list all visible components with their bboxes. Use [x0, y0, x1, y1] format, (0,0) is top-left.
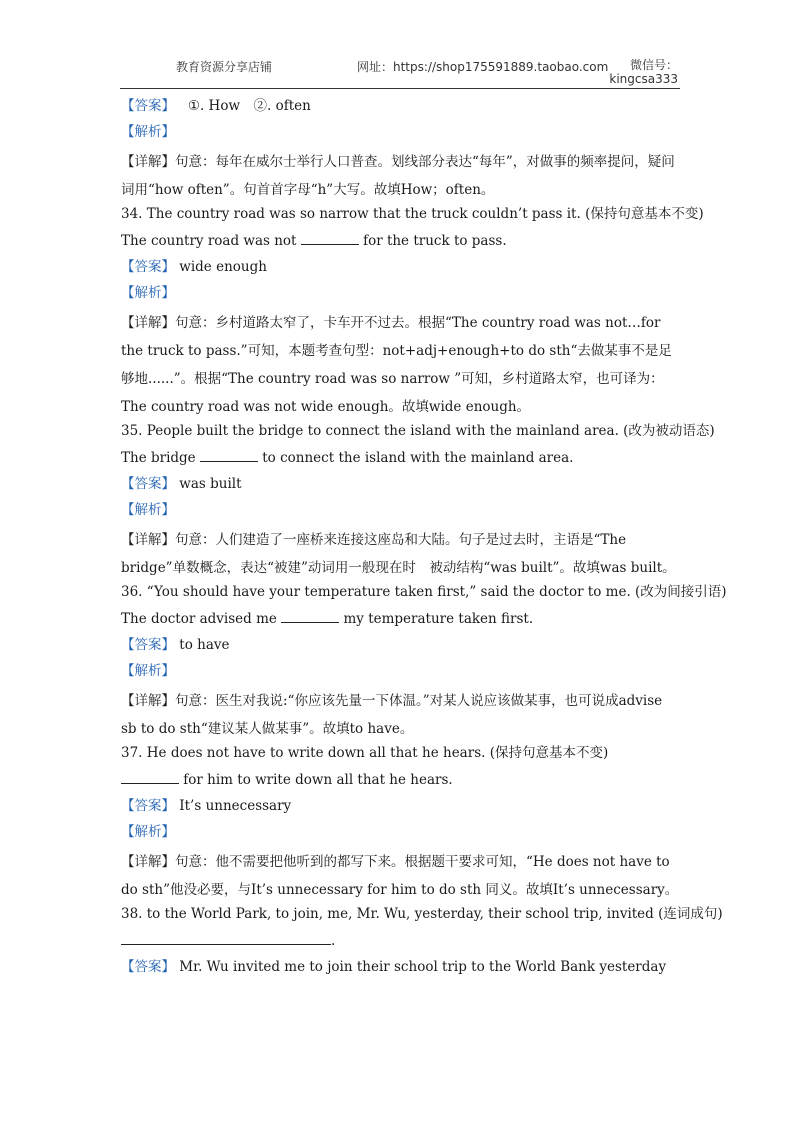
fill-text-after: for him to write down all that he hears.: [179, 772, 453, 788]
detail-label: 【详解】: [121, 532, 175, 548]
detail-paragraph: [121, 687, 681, 743]
fill-text-after: .: [331, 933, 336, 949]
detail-text: 句意：医生对我说:“你应该先量一下体温。”对某人说应该做某事，也可说成advise sb to do sth“建议某人做某事”。故填to have。: [121, 693, 663, 737]
question-34: 34. The country road was so narrow that the truck couldn’t pass it. (保持句意基本不变): [121, 206, 704, 222]
question-38: 38. to the World Park, to join, me, Mr. Wu, yesterday, their school trip, invited (连词成句): [121, 906, 723, 922]
analysis-line: [121, 500, 681, 520]
answer-line: [121, 796, 681, 816]
answer-line: [121, 957, 681, 977]
page-header: [120, 56, 680, 89]
analysis-label: 【解析】: [121, 285, 175, 301]
answer-text: ①. How ②. often: [187, 98, 311, 114]
analysis-line: [121, 661, 681, 681]
answer-line: [121, 96, 681, 116]
answer-label: 【答案】: [121, 98, 175, 114]
question-36-fill: [121, 608, 681, 629]
fill-blank: [281, 608, 339, 623]
fill-text-before: The bridge: [121, 450, 200, 466]
detail-label: 【详解】: [121, 315, 175, 331]
fill-text-before: The country road was not: [121, 233, 301, 249]
detail-paragraph: [121, 309, 681, 421]
header-wechat-id: kingcsa333: [609, 72, 678, 86]
fill-blank: [301, 230, 359, 245]
analysis-line: [121, 122, 681, 142]
analysis-line: [121, 283, 681, 303]
header-shop-name: 教育资源分享店铺: [176, 60, 273, 74]
fill-blank: [121, 930, 331, 945]
detail-text: 句意：他不需要把他听到的都写下来。根据题干要求可知，“He does not have to do sth”他没必要，与It’s unnecessary for him to do sth 同义。故填It’s unnecessary。: [121, 854, 679, 898]
question-34-fill: [121, 230, 681, 251]
question-37-fill: [121, 769, 681, 790]
answer-label: 【答案】: [121, 637, 175, 653]
fill-text-after: to connect the island with the mainland area.: [257, 450, 574, 466]
answer-line: [121, 635, 681, 655]
answer-text: wide enough: [179, 259, 267, 275]
answer-text: Mr. Wu invited me to join their school trip to the World Bank yesterday: [179, 959, 667, 975]
header-wechat: [609, 58, 678, 86]
document-body: [121, 96, 727, 977]
answer-line: [121, 257, 681, 277]
header-wechat-label: 微信号：: [629, 58, 678, 72]
answer-text: to have: [179, 637, 230, 653]
detail-paragraph: [121, 526, 681, 582]
answer-label: 【答案】: [121, 259, 175, 275]
answer-label: 【答案】: [121, 959, 175, 975]
detail-label: 【详解】: [121, 693, 175, 709]
detail-paragraph: [121, 848, 681, 904]
answer-text: was built: [179, 476, 242, 492]
detail-paragraph: [121, 148, 681, 204]
header-shop-url: 网址：https://shop175591889.taobao.com: [357, 60, 609, 74]
answer-line: [121, 474, 681, 494]
analysis-line: [121, 822, 681, 842]
fill-blank: [200, 447, 258, 462]
question-38-fill: [121, 930, 681, 951]
detail-text: 句意：人们建造了一座桥来连接这座岛和大陆。句子是过去时，主语是“The bridge”单数概念，表达“被建”动词用一般现在时 被动结构“was built”。故填was built。: [121, 532, 676, 576]
answer-label: 【答案】: [121, 476, 175, 492]
analysis-label: 【解析】: [121, 124, 175, 140]
detail-text: 句意：乡村道路太窄了，卡车开不过去。根据“The country road was not…for the truck to pass.”可知，本题考查句型：not+adj+enough+to do sth“去做某事不是足够地......”。根据“The country road was so narrow ”可知，乡村道路太窄，也可译为：The country road was not wide enough。故填wide enough。: [121, 315, 672, 415]
fill-text-after: for the truck to pass.: [358, 233, 507, 249]
analysis-label: 【解析】: [121, 502, 175, 518]
fill-text-before: The doctor advised me: [121, 611, 282, 627]
fill-blank: [121, 769, 179, 784]
detail-label: 【详解】: [121, 854, 175, 870]
analysis-label: 【解析】: [121, 663, 175, 679]
fill-text-after: my temperature taken first.: [339, 611, 534, 627]
detail-text: 句意：每年在威尔士举行人口普查。划线部分表达“每年”，对做事的频率提问，疑问词用“how often”。句首首字母“h”大写。故填How；often。: [121, 154, 675, 198]
detail-label: 【详解】: [121, 154, 175, 170]
question-35-fill: [121, 447, 681, 468]
question-37: 37. He does not have to write down all that he hears. (保持句意基本不变): [121, 745, 609, 761]
answer-label: 【答案】: [121, 798, 175, 814]
question-36: 36. “You should have your temperature taken first,” said the doctor to me. (改为间接引语): [121, 584, 727, 600]
analysis-label: 【解析】: [121, 824, 175, 840]
answer-text: It’s unnecessary: [179, 798, 292, 814]
question-35: 35. People built the bridge to connect the island with the mainland area. (改为被动语态): [121, 423, 715, 439]
